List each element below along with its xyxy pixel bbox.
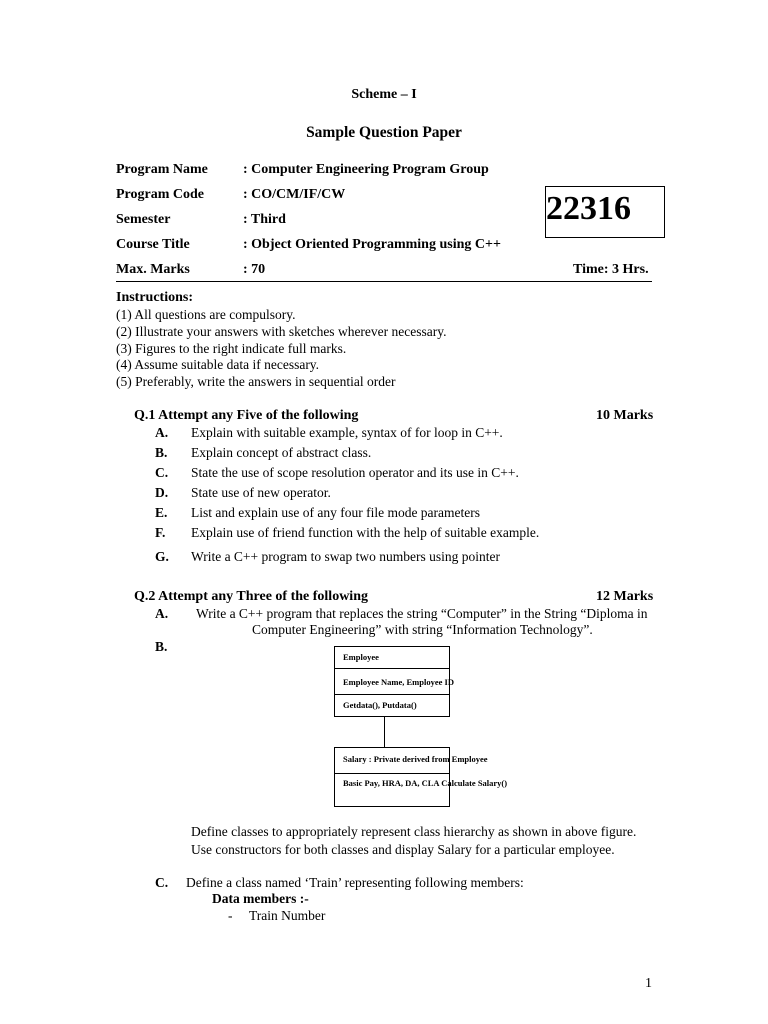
q1-heading: Q.1 Attempt any Five of the following xyxy=(134,408,359,423)
q2-b-text-line1: Define classes to appropriately represent class hierarchy as shown in above figure. xyxy=(191,824,637,839)
time-label: Time: 3 Hrs. xyxy=(573,262,649,277)
uml-salary-class xyxy=(334,747,508,807)
q1-item-text: List and explain use of any four file mode parameters xyxy=(191,505,481,520)
q1-letter: B. xyxy=(155,445,168,460)
max-marks-label: Max. Marks xyxy=(116,262,190,277)
instruction-item: (5) Preferably, write the answers in sequential order xyxy=(116,374,396,389)
program-code-label: Program Code xyxy=(116,187,204,202)
q2-b-text-line2: Use constructors for both classes and display Salary for a particular employee. xyxy=(191,842,615,857)
q1-letter: D. xyxy=(155,485,169,500)
program-code-value: : CO/CM/IF/CW xyxy=(243,187,346,202)
q1-letter: G. xyxy=(155,549,169,564)
program-name-value: : Computer Engineering Program Group xyxy=(243,162,489,177)
q2-a-text-line2: Computer Engineering” with string “Information Technology”. xyxy=(252,622,593,637)
q2-heading: Q.2 Attempt any Three of the following xyxy=(134,589,368,604)
q2-c-subheading: Data members :- xyxy=(212,891,309,906)
q2-letter-b: B. xyxy=(155,639,168,654)
q2-marks: 12 Marks xyxy=(596,589,654,604)
instruction-item: (2) Illustrate your answers with sketches wherever necessary. xyxy=(116,324,447,339)
instruction-item: (1) All questions are compulsory. xyxy=(116,307,296,322)
semester-value: : Third xyxy=(243,212,286,227)
uml-salary-name: Salary : Private derived from Employee xyxy=(343,754,488,764)
uml-employee-name: Employee xyxy=(343,652,379,662)
uml-employee-attributes: Employee Name, Employee ID xyxy=(343,677,454,687)
header-divider xyxy=(116,281,652,282)
q2-a-text-line1: Write a C++ program that replaces the string “Computer” in the String “Diploma in xyxy=(196,606,648,621)
page-number: 1 xyxy=(645,976,652,991)
max-marks-value: : 70 xyxy=(243,262,266,277)
q1-letter: A. xyxy=(155,425,169,440)
q1-item-text: Explain with suitable example, syntax of for loop in C++. xyxy=(191,425,503,440)
uml-inheritance-line xyxy=(384,717,385,747)
q1-letter: E. xyxy=(155,505,168,520)
q1-item-text: State use of new operator. xyxy=(191,485,331,500)
q2-letter-c: C. xyxy=(155,875,169,890)
instruction-item: (4) Assume suitable data if necessary. xyxy=(116,357,320,372)
uml-salary-members: Basic Pay, HRA, DA, CLA Calculate Salary() xyxy=(343,778,508,788)
q1-item-text: State the use of scope resolution operator and its use in C++. xyxy=(191,465,519,480)
course-title-value: : Object Oriented Programming using C++ xyxy=(243,237,501,252)
course-code: 22316 xyxy=(546,190,631,227)
q1-item-text: Write a C++ program to swap two numbers using pointer xyxy=(191,549,501,564)
q1-marks: 10 Marks xyxy=(596,408,654,423)
instruction-item: (3) Figures to the right indicate full marks. xyxy=(116,341,347,356)
semester-label: Semester xyxy=(116,212,171,227)
q1-item-text: Explain use of friend function with the help of suitable example. xyxy=(191,525,540,540)
course-code-box xyxy=(545,186,665,238)
uml-employee-class xyxy=(334,646,454,717)
q2-letter-a: A. xyxy=(155,606,169,621)
scheme-label: Scheme – I xyxy=(351,87,417,102)
q1-letter: F. xyxy=(155,525,166,540)
page-title: Sample Question Paper xyxy=(306,124,462,141)
uml-employee-methods: Getdata(), Putdata() xyxy=(343,700,417,710)
q1-letter: C. xyxy=(155,465,169,480)
q2-c-bullet: Train Number xyxy=(249,908,326,923)
program-name-label: Program Name xyxy=(116,162,208,177)
course-title-label: Course Title xyxy=(116,237,190,252)
instructions-heading: Instructions: xyxy=(116,290,194,305)
q2-c-bullet-dash: - xyxy=(228,908,233,923)
q2-c-text: Define a class named ‘Train’ representing following members: xyxy=(186,875,524,890)
q1-item-text: Explain concept of abstract class. xyxy=(191,445,372,460)
